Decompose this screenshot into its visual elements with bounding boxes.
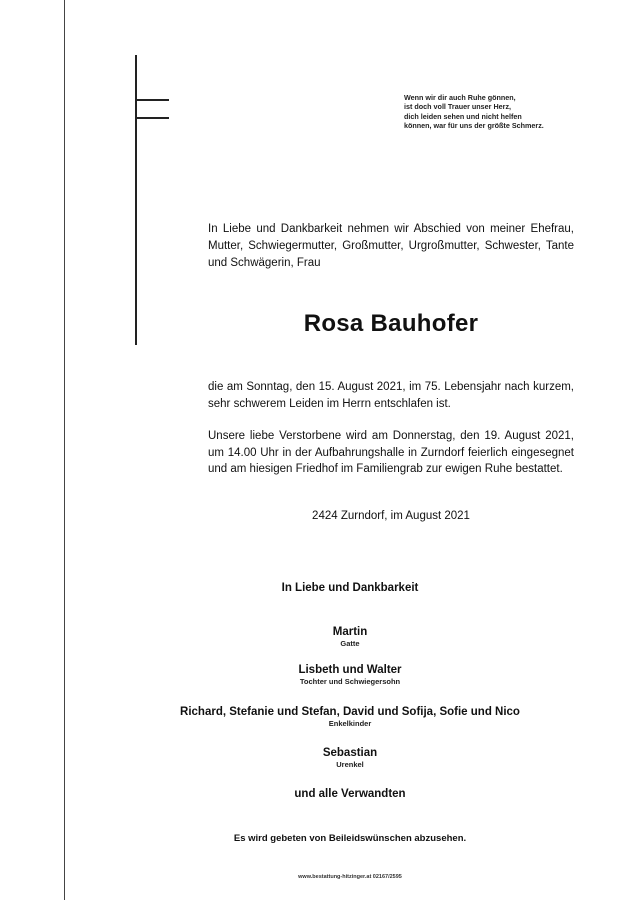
farewell-intro: In Liebe und Dankbarkeit nehmen wir Abschied von meiner Ehefrau, Mutter, Schwiegermutter, Großmutter, Urgroßmutter, Schwester, Tante und Schwägerin, Frau <box>208 223 574 269</box>
mourner-entry <box>64 663 636 686</box>
mourner-name: Sebastian <box>322 747 378 759</box>
mourner-relation: Urenkel <box>336 760 364 769</box>
cross-upper-arm <box>135 99 169 101</box>
memorial-poem <box>404 93 604 131</box>
funeral-details-text: Unsere liebe Verstorbene wird am Donnerstag, den 19. August 2021, um 14.00 Uhr in der Aufbahrungshalle in Zurndorf feierlich eingesegnet und am hiesigen Friedhof im Familiengrab zur ewigen Ruhe bestattet. <box>208 430 574 475</box>
mourner-relation: Tochter und Schwiegersohn <box>299 677 401 686</box>
undertaker-footer: www.bestattung-hitzinger.at 02167/2595 <box>298 874 402 880</box>
poem-line: Wenn wir dir auch Ruhe gönnen, <box>404 93 516 102</box>
place-and-date: 2424 Zurndorf, im August 2021 <box>312 510 470 522</box>
poem-line: dich leiden sehen und nicht helfen <box>404 111 522 121</box>
thanks-heading: In Liebe und Dankbarkeit <box>281 582 419 594</box>
death-notice-text: die am Sonntag, den 15. August 2021, im 75. Lebensjahr nach kurzem, sehr schwerem Leiden im Herrn entschlafen ist. <box>208 381 574 410</box>
mourner-entry <box>64 746 636 769</box>
condolence-notice: Es wird gebeten von Beileidswünschen abzusehen. <box>233 833 467 844</box>
mourner-name: Lisbeth und Walter <box>298 664 402 676</box>
cross-lower-arm <box>135 117 169 119</box>
poem-line: ist doch voll Trauer unser Herz, <box>404 102 512 112</box>
relatives-line: und alle Verwandten <box>294 788 406 800</box>
mourner-name: Richard, Stefanie und Stefan, David und Sofija, Sofie und Nico <box>180 706 520 718</box>
mourner-entry <box>64 705 636 728</box>
mourner-relation: Gatte <box>340 639 360 648</box>
mourner-name: Martin <box>332 626 368 638</box>
deceased-name: Rosa Bauhofer <box>303 310 479 337</box>
mourner-entry <box>64 625 636 648</box>
mourner-relation: Enkelkinder <box>328 719 372 728</box>
poem-line: können, war für uns der größte Schmerz. <box>404 121 544 131</box>
